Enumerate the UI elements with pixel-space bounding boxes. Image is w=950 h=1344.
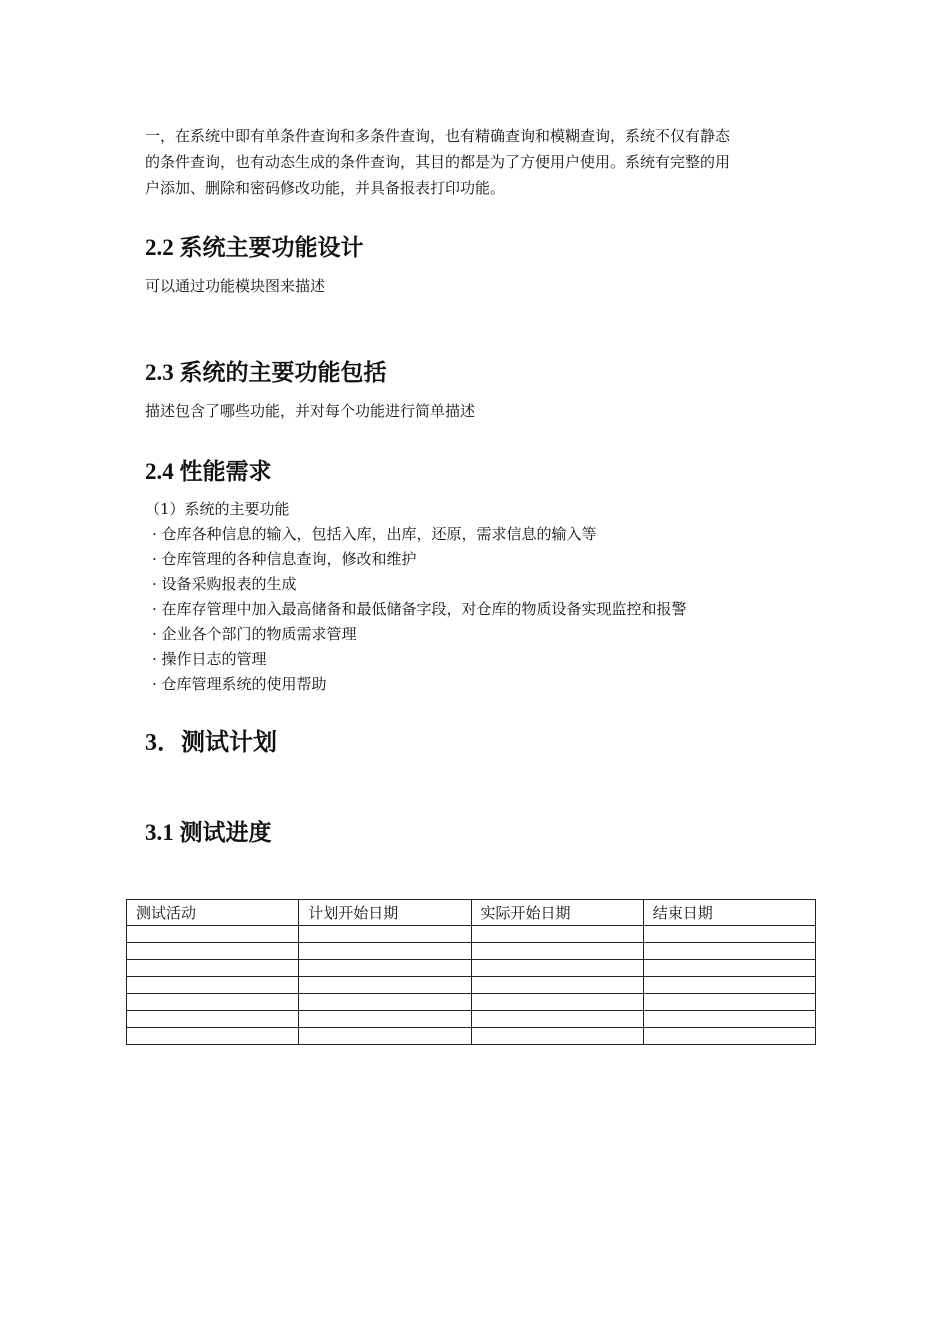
table-cell [127,943,299,960]
table-cell [643,1028,815,1045]
list-item: · 企业各个部门的物质需求管理 [152,625,357,643]
table-cell [643,977,815,994]
column-header-planned-start: 计划开始日期 [299,900,471,926]
table-cell [299,994,471,1011]
table-row [127,977,816,994]
table-cell [643,943,815,960]
table-cell [299,943,471,960]
table-row [127,1028,816,1045]
table-cell [127,994,299,1011]
table-cell [127,977,299,994]
table-header-row [127,900,816,926]
table-cell [127,926,299,943]
table-cell [471,1011,643,1028]
section-2-2-text: 可以通过功能模块图来描述 [145,277,326,295]
list-item: （1）系统的主要功能 [145,500,290,518]
table-cell [643,926,815,943]
table-cell [127,1011,299,1028]
list-item: · 在库存管理中加入最高储备和最低储备字段，对仓库的物质设备实现监控和报警 [152,600,687,618]
intro-paragraph [145,123,813,201]
table-cell [127,1028,299,1045]
table-cell [299,1011,471,1028]
list-item: · 仓库各种信息的输入，包括入库，出库，还原，需求信息的输入等 [152,525,597,543]
table-row [127,994,816,1011]
intro-line-1: 一，在系统中即有单条件查询和多条件查询，也有精确查询和模糊查询，系统不仅有静态 [145,127,731,145]
table-cell [643,1011,815,1028]
table-cell [299,926,471,943]
table-cell [471,994,643,1011]
table-row [127,960,816,977]
column-header-end-date: 结束日期 [643,900,815,926]
table-cell [471,1028,643,1045]
table-row [127,1011,816,1028]
table-row [127,943,816,960]
section-2-3-text: 描述包含了哪些功能，并对每个功能进行简单描述 [145,402,476,420]
section-3-heading: 3．测试计划 [145,730,277,756]
table-cell [643,994,815,1011]
table-cell [299,960,471,977]
intro-line-3: 户添加、删除和密码修改功能，并具备报表打印功能。 [145,179,506,197]
table-cell [643,960,815,977]
list-item: · 操作日志的管理 [152,650,267,668]
section-3-1-heading: 3.1 测试进度 [145,820,272,845]
table-cell [471,977,643,994]
table-cell [471,926,643,943]
section-2-3-heading: 2.3 系统的主要功能包括 [145,360,387,385]
list-item: · 仓库管理系统的使用帮助 [152,675,327,693]
intro-line-2: 的条件查询，也有动态生成的条件查询，其目的都是为了方便用户使用。系统有完整的用 [145,153,731,171]
section-2-2-heading: 2.2 系统主要功能设计 [145,235,364,260]
table-cell [471,943,643,960]
table-cell [471,960,643,977]
column-header-actual-start: 实际开始日期 [471,900,643,926]
table-cell [127,960,299,977]
table-cell [299,977,471,994]
test-schedule-table [126,899,816,1045]
table-cell [299,1028,471,1045]
list-item: · 仓库管理的各种信息查询，修改和维护 [152,550,417,568]
column-header-activity: 测试活动 [127,900,299,926]
table-body [127,926,816,1045]
section-2-4-heading: 2.4 性能需求 [145,459,272,484]
list-item: · 设备采购报表的生成 [152,575,297,593]
performance-requirements-list [145,497,687,697]
table-row [127,926,816,943]
